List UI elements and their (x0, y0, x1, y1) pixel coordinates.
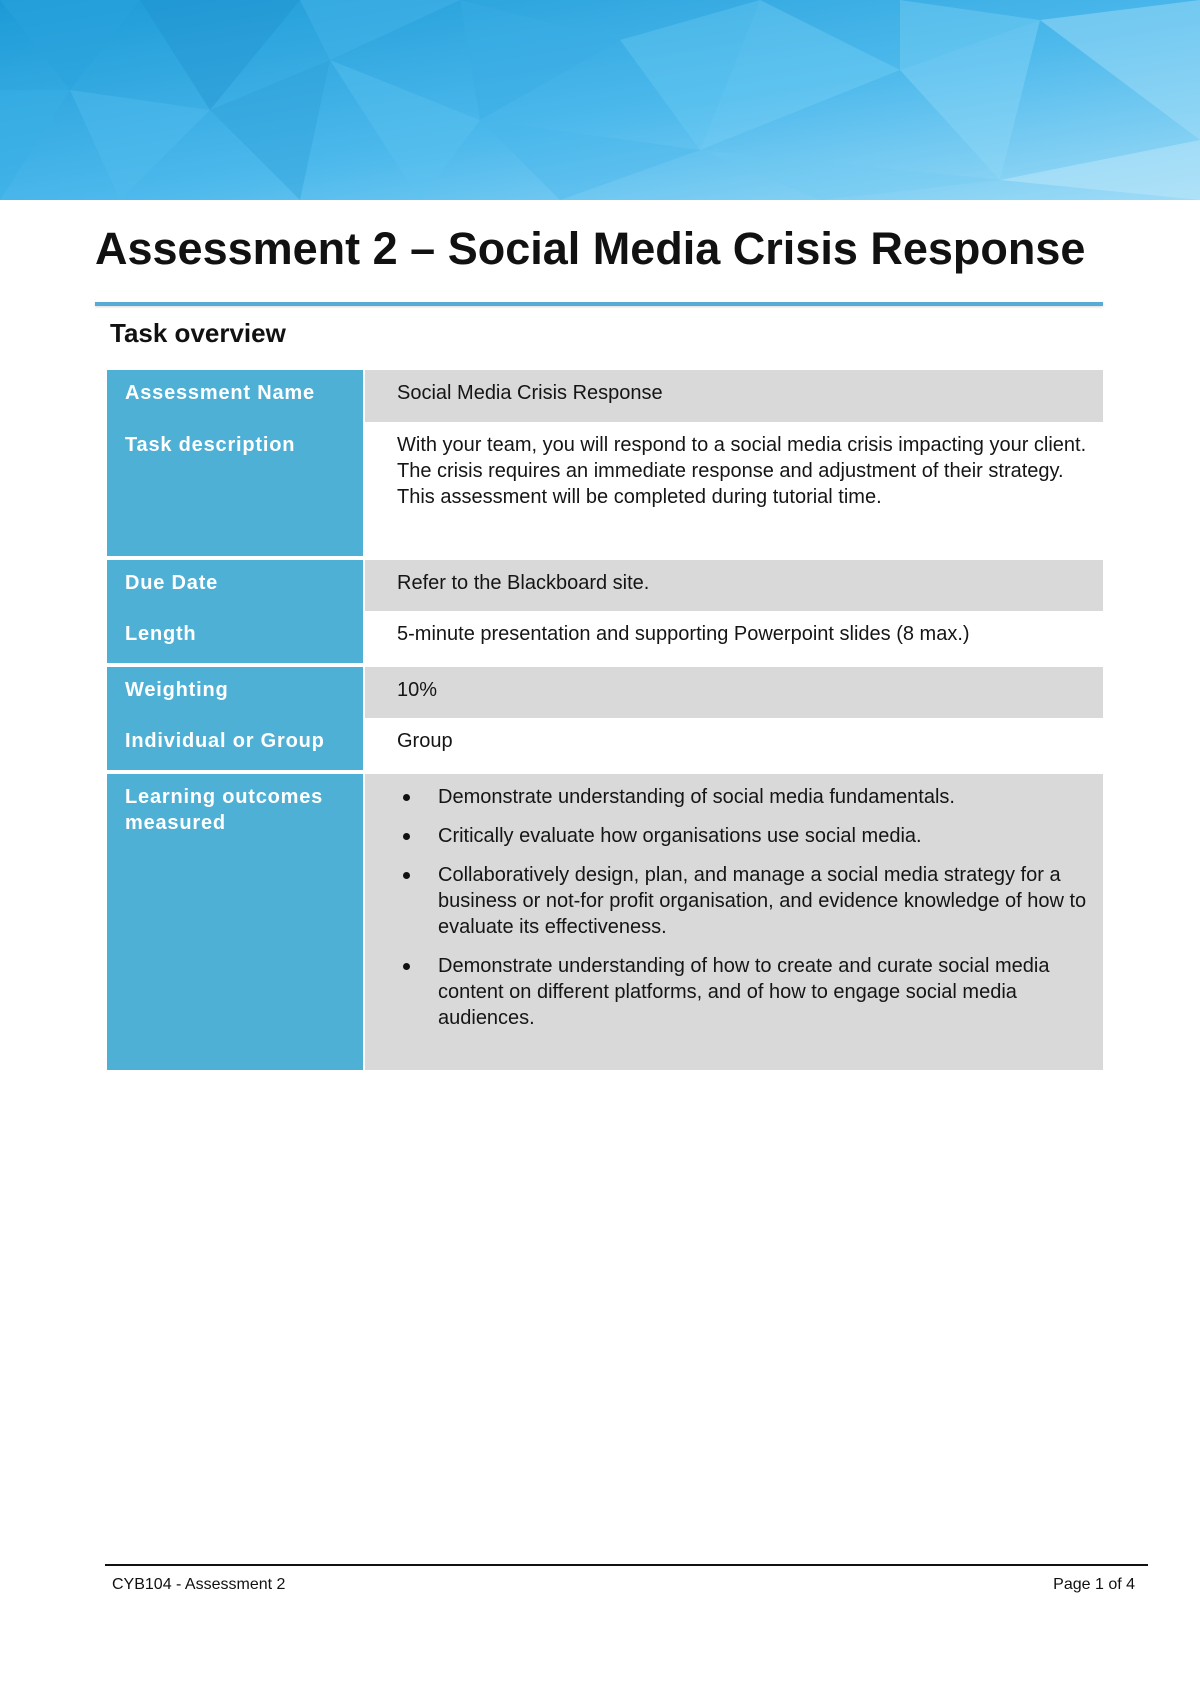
list-item: Demonstrate understanding of social media fundamentals. (397, 784, 1091, 810)
list-item: Collaboratively design, plan, and manage a social media strategy for a business or not-for profit organisation, and evidence knowledge of how to evaluate its effectiveness. (397, 862, 1091, 940)
row-value: Social Media Crisis Response (365, 370, 1103, 422)
table-row (107, 370, 1103, 422)
row-label: Task description (107, 422, 365, 556)
table-row (107, 718, 1103, 770)
row-value: 10% (365, 663, 1103, 718)
row-label: Length (107, 611, 365, 663)
title-underline (95, 302, 1103, 306)
table-row (107, 611, 1103, 663)
footer-rule (105, 1564, 1148, 1566)
row-value: Refer to the Blackboard site. (365, 556, 1103, 611)
table-row (107, 663, 1103, 718)
row-value: With your team, you will respond to a social media crisis impacting your client. The crisis requires an immediate response and adjustment of their strategy. This assessment will be completed during tutorial time. (365, 422, 1103, 556)
table-row (107, 422, 1103, 556)
row-label: Weighting (107, 663, 365, 718)
row-value: Group (365, 718, 1103, 770)
banner-graphic (0, 0, 1200, 200)
header-banner (0, 0, 1200, 200)
row-label: Learning outcomes measured (107, 770, 365, 1070)
learning-outcomes-list (397, 784, 1091, 1031)
row-label: Assessment Name (107, 370, 365, 422)
list-item: Critically evaluate how organisations use social media. (397, 823, 1091, 849)
row-label: Individual or Group (107, 718, 365, 770)
row-value: 5-minute presentation and supporting Powerpoint slides (8 max.) (365, 611, 1103, 663)
row-label: Due Date (107, 556, 365, 611)
document-title: Assessment 2 – Social Media Crisis Response (95, 223, 1086, 274)
table-row (107, 770, 1103, 1070)
table-row (107, 556, 1103, 611)
footer-page-number: Page 1 of 4 (1053, 1576, 1135, 1593)
section-heading: Task overview (110, 318, 286, 348)
footer-course-label: CYB104 - Assessment 2 (112, 1576, 286, 1593)
task-overview-table (107, 370, 1103, 1070)
list-item: Demonstrate understanding of how to create and curate social media content on different platforms, and of how to engage social media audiences. (397, 953, 1091, 1031)
row-value (365, 770, 1103, 1070)
